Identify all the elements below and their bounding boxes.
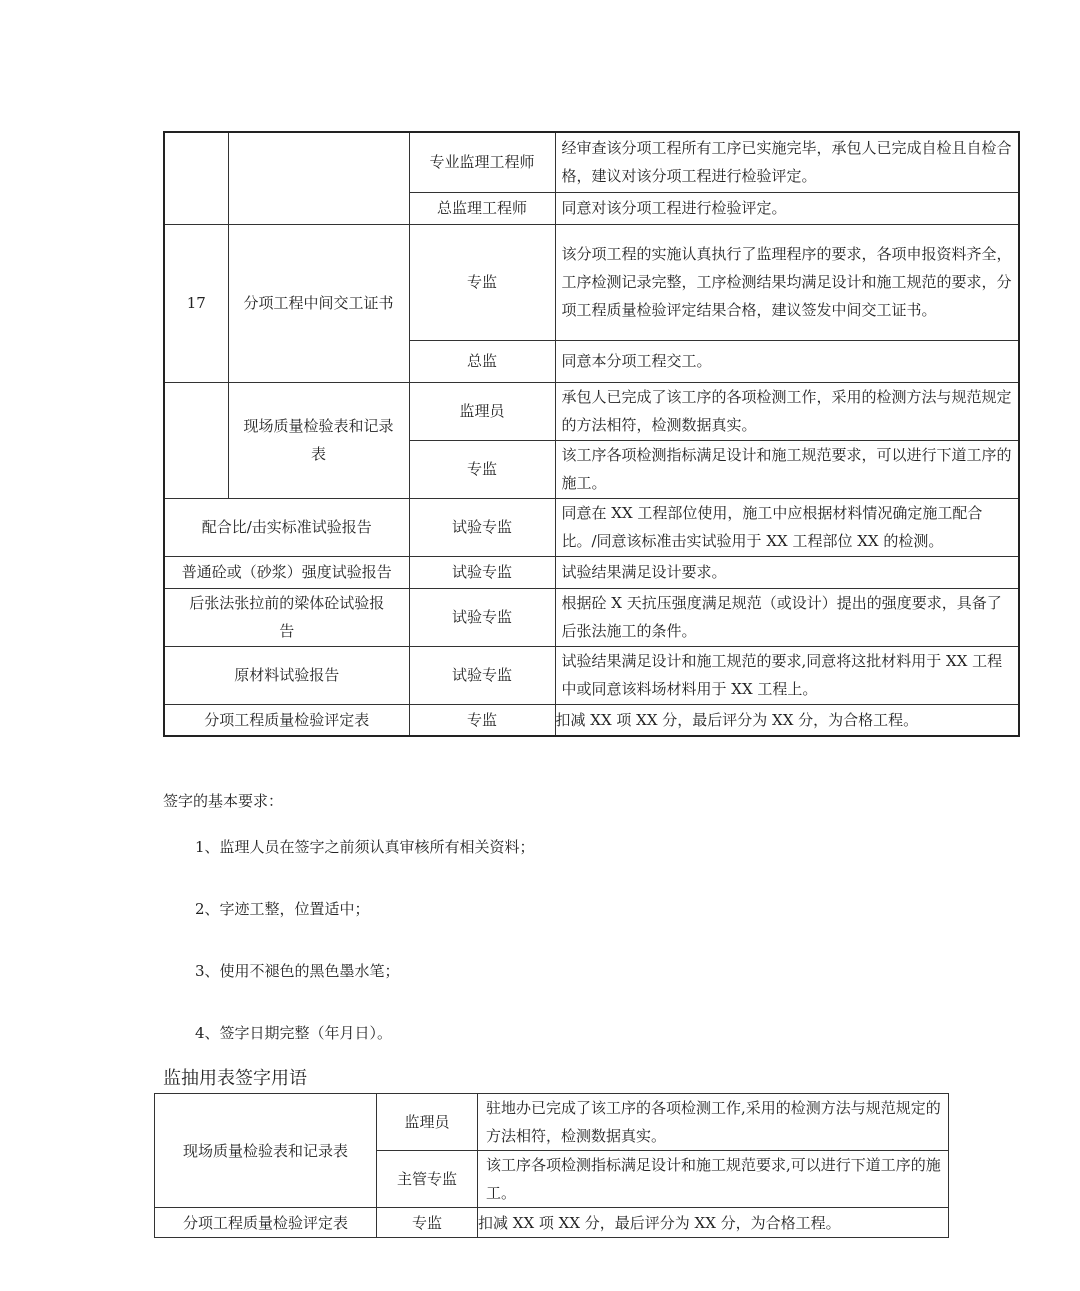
document-name-cell: 分项工程质量检验评定表 bbox=[155, 1208, 377, 1238]
signer-cell: 专业监理工程师 bbox=[409, 132, 555, 192]
wording-cell: 同意对该分项工程进行检验评定。 bbox=[555, 192, 1019, 224]
list-item: 2、字迹工整，位置适中； bbox=[195, 900, 370, 918]
table-row bbox=[164, 382, 1019, 440]
wording-cell: 试验结果满足设计要求。 bbox=[555, 556, 1019, 588]
index-cell bbox=[164, 132, 228, 224]
signer-cell: 监理员 bbox=[409, 382, 555, 440]
section-heading: 签字的基本要求： bbox=[163, 792, 284, 810]
document-name-cell bbox=[228, 132, 409, 224]
signer-cell: 试验专监 bbox=[409, 556, 555, 588]
wording-cell: 经审查该分项工程所有工序已实施完毕，承包人已完成自检且自检合格，建议对该分项工程进行检验评定。 bbox=[555, 132, 1019, 192]
document-name-cell: 原材料试验报告 bbox=[164, 646, 409, 704]
table-row bbox=[164, 704, 1019, 736]
document-name-cell: 现场质量检验表和记录表 bbox=[155, 1094, 377, 1208]
signer-cell: 专监 bbox=[409, 440, 555, 498]
table-row bbox=[155, 1208, 949, 1238]
signature-requirements bbox=[163, 786, 1023, 1064]
wording-cell: 承包人已完成了该工序的各项检测工作，采用的检测方法与规范规定的方法相符，检测数据真实。 bbox=[555, 382, 1019, 440]
signer-cell: 试验专监 bbox=[409, 588, 555, 646]
signer-cell: 专监 bbox=[409, 224, 555, 340]
signer-cell: 主管专监 bbox=[377, 1151, 478, 1208]
signer-cell: 专监 bbox=[377, 1208, 478, 1238]
index-cell: 17 bbox=[164, 224, 228, 382]
signer-cell: 总监 bbox=[409, 340, 555, 382]
signer-cell: 专监 bbox=[409, 704, 555, 736]
list-item: 4、签字日期完整（年月日）。 bbox=[195, 1024, 393, 1042]
document-name-cell: 分项工程中间交工证书 bbox=[228, 224, 409, 382]
table-row bbox=[164, 132, 1019, 192]
wording-cell: 扣减 XX 项 XX 分，最后评分为 XX 分，为合格工程。 bbox=[555, 704, 1019, 736]
signer-cell: 试验专监 bbox=[409, 646, 555, 704]
document-name-cell: 配合比/击实标准试验报告 bbox=[164, 498, 409, 556]
table-row bbox=[164, 224, 1019, 340]
wording-cell: 同意在 XX 工程部位使用，施工中应根据材料情况确定施工配合比。/同意该标准击实试验用于 XX 工程部位 XX 的检测。 bbox=[555, 498, 1019, 556]
document-name-cell: 普通砼或（砂浆）强度试验报告 bbox=[164, 556, 409, 588]
wording-cell: 该分项工程的实施认真执行了监理程序的要求，各项申报资料齐全，工序检测记录完整，工序检测结果均满足设计和施工规范的要求，分项工程质量检验评定结果合格，建议签发中间交工证书。 bbox=[555, 224, 1019, 340]
wording-cell: 该工序各项检测指标满足设计和施工规范要求,可以进行下道工序的施工。 bbox=[478, 1151, 949, 1208]
table-row bbox=[164, 588, 1019, 646]
sampling-signature-table bbox=[154, 1093, 949, 1238]
signer-cell: 总监理工程师 bbox=[409, 192, 555, 224]
wording-cell: 同意本分项工程交工。 bbox=[555, 340, 1019, 382]
wording-cell: 驻地办已完成了该工序的各项检测工作,采用的检测方法与规范规定的方法相符，检测数据真实。 bbox=[478, 1094, 949, 1151]
wording-cell: 根据砼 X 天抗压强度满足规范（或设计）提出的强度要求，具备了后张法施工的条件。 bbox=[555, 588, 1019, 646]
document-name-cell: 现场质量检验表和记录表 bbox=[228, 382, 409, 498]
table-row bbox=[164, 646, 1019, 704]
supervision-signature-table bbox=[163, 131, 1020, 737]
signer-cell: 监理员 bbox=[377, 1094, 478, 1151]
wording-cell: 试验结果满足设计和施工规范的要求,同意将这批材料用于 XX 工程中或同意该料场材料用于 XX 工程上。 bbox=[555, 646, 1019, 704]
requirements-list bbox=[163, 832, 1023, 1064]
wording-cell: 扣减 XX 项 XX 分，最后评分为 XX 分，为合格工程。 bbox=[478, 1208, 949, 1238]
document-name-cell: 分项工程质量检验评定表 bbox=[164, 704, 409, 736]
wording-cell: 该工序各项检测指标满足设计和施工规范要求，可以进行下道工序的施工。 bbox=[555, 440, 1019, 498]
section-heading: 监抽用表签字用语 bbox=[163, 1068, 307, 1089]
table-row bbox=[164, 556, 1019, 588]
table-row bbox=[164, 498, 1019, 556]
signer-cell: 试验专监 bbox=[409, 498, 555, 556]
document-name-cell: 后张法张拉前的梁体砼试验报告 bbox=[164, 588, 409, 646]
index-cell bbox=[164, 382, 228, 498]
table-row bbox=[155, 1094, 949, 1151]
list-item: 3、使用不褪色的黑色墨水笔； bbox=[195, 962, 400, 980]
list-item: 1、监理人员在签字之前须认真审核所有相关资料； bbox=[195, 838, 535, 856]
